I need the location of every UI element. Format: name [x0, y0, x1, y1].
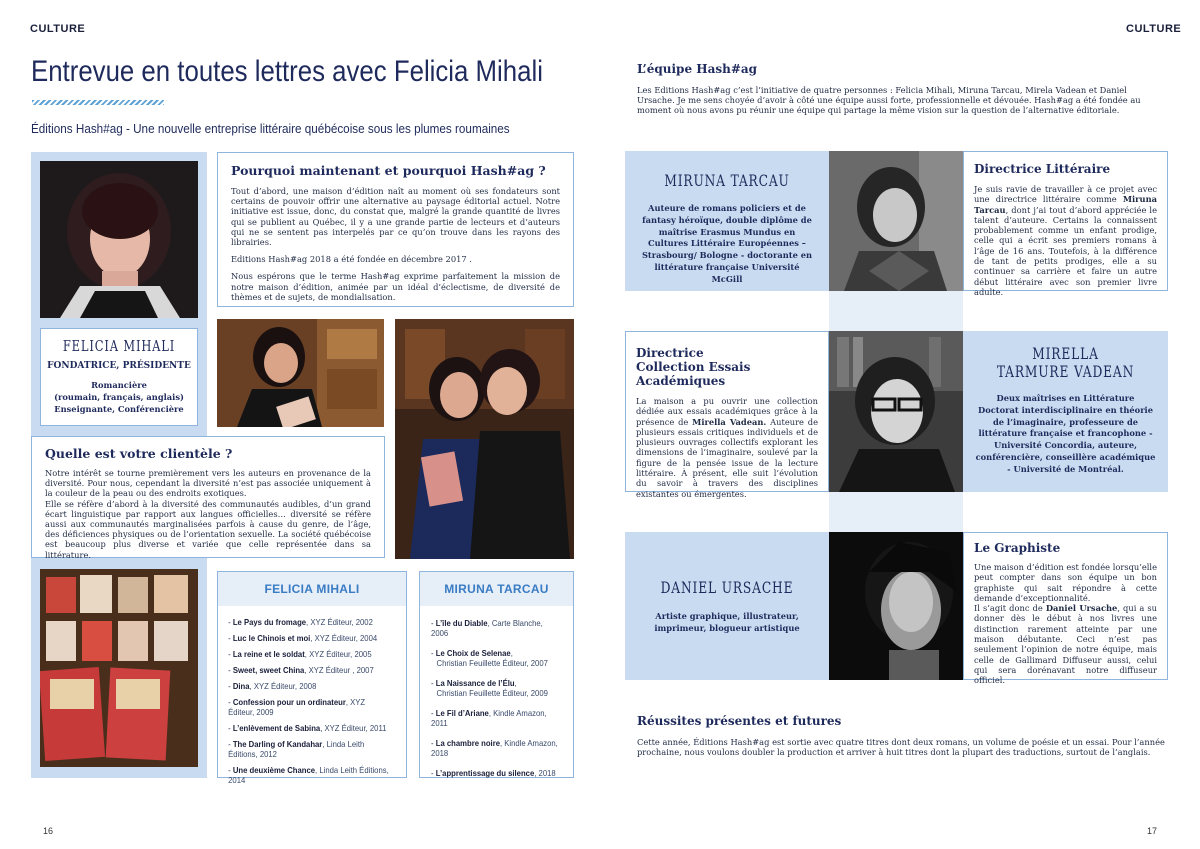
- miruna-role-text: Je suis ravie de travailler à ce projet avec une directrice littéraire comme Miruna Tarcau, dont j’ai tout d’abord appréciée le talent d’auteure. Certains la connaissent probablement comme un enfant prodige, celle qui a écrit ses premiers romans à l’âge de 16 ans. Toutefois, à la différence de tant de petits prodiges, elle a su continuer sa carrière et faire un autre début littéraire avec son premier livre adulte.: [974, 184, 1157, 297]
- founder-name: FELICIA MIHALI: [62, 337, 176, 355]
- mirella-name-1: MIRELLA: [1032, 344, 1099, 363]
- list-item: - Luc le Chinois et moi, XYZ Éditeur, 2004: [228, 633, 378, 643]
- miruna-portrait: [829, 151, 963, 291]
- why-box: [217, 152, 574, 307]
- felicia-booklist-heading: FELICIA MIHALI: [264, 582, 360, 596]
- founder-detail: Romancière: [91, 380, 147, 390]
- list-item: - Confession pour un ordinateur, XYZ Éditeur, 2009: [228, 697, 366, 717]
- team-heading: L’équipe Hash#ag: [637, 62, 758, 76]
- mirella-role-heading-1: Directrice: [636, 346, 704, 360]
- connector-block: [829, 492, 963, 532]
- mirella-role-box: [625, 331, 829, 499]
- connector-block: [829, 290, 963, 332]
- team-text: Les Editions Hash#ag c’est l’initiative de quatre personnes : Felicia Mihali, Miruna Tarcau, Mirela Vadean et Daniel Ursache. Je me sens choyée d’avoir à côté une équipe aussi forte, professionnelle et dévouée. Hash#ag a été fondée au moment où nous avons pu réunir une équipe qui partage la même vision sur la question de l’alternative éditoriale.: [637, 85, 1141, 116]
- founder-detail: (roumain, français, anglais): [54, 392, 184, 402]
- daniel-role-box: [963, 532, 1168, 686]
- founder-role: FONDATRICE, PRÉSIDENTE: [47, 361, 191, 371]
- list-item: - La chambre noire, Kindle Amazon, 2018: [431, 738, 558, 758]
- why-paragraph: Editions Hash#ag 2018 a été fondée en décembre 2017 .: [231, 254, 472, 265]
- list-item: - L’île du Diable, Carte Blanche, 2006: [431, 618, 543, 638]
- list-item: - Le Pays du fromage, XYZ Éditeur, 2002: [228, 617, 373, 627]
- mirella-role-heading-2: Collection Essais Académiques: [636, 360, 751, 388]
- why-paragraph: Nous espérons que le terme Hash#ag exprime parfaitement la mission de notre maison d’édition, animée par un idéal d’éclectisme, de diversité de thèmes et de sujets, de mondialisation.: [231, 271, 560, 302]
- mirella-card: [963, 331, 1168, 492]
- success-text: Cette année, Éditions Hash#ag est sortie avec quatre titres dont deux romans, un volume de poésie et un essai. Pour l’année prochaine, nous voulons doubler la production et arriver à huit titres dont la plupart des traductions, surtout de l’anglais.: [637, 737, 1165, 758]
- article-title: Entrevue en toutes lettres avec Felicia Mihali: [31, 55, 543, 88]
- list-item: - Une deuxième Chance, Linda Leith Éditions, 2014: [228, 765, 389, 785]
- felicia-with-book-photo: [217, 319, 384, 427]
- list-item: - L’enlèvement de Sabina, XYZ Éditeur, 2011: [228, 723, 387, 733]
- page-number-left: 16: [43, 826, 54, 836]
- daniel-bio: Artiste graphique, illustrateur, imprimeur, blogueur artistique: [654, 611, 800, 633]
- title-accent-stripe: [32, 100, 164, 105]
- miruna-name: MIRUNA TARCAU: [664, 171, 790, 190]
- felicia-booklist-box: [217, 571, 407, 785]
- success-heading: Réussites présentes et futures: [637, 714, 842, 728]
- daniel-role-text-1: Une maison d’édition est fondée lorsqu’elle peut compter dans son équipe un bon graphiste qui sait répondre à cette demande d’exceptionnalité.: [974, 562, 1157, 603]
- list-item: - Le Choix de Selenae, Christian Feuillette Éditeur, 2007: [431, 648, 548, 668]
- section-label-right: CULTURE: [1126, 23, 1182, 35]
- clientele-heading: Quelle est votre clientèle ?: [45, 446, 233, 461]
- miruna-role-heading: Directrice Littéraire: [974, 162, 1111, 176]
- clientele-box: [31, 436, 385, 558]
- list-item: - Dina, XYZ Éditeur, 2008: [228, 681, 317, 691]
- miruna-role-box: [963, 151, 1168, 297]
- page-number-right: 17: [1147, 826, 1158, 836]
- daniel-name: DANIEL URSACHE: [660, 578, 794, 597]
- list-item: - L’apprentissage du silence, 2018: [431, 768, 556, 778]
- list-item: - The Darling of Kandahar, Linda Leith Éditions, 2012: [228, 739, 365, 759]
- two-women-photo: [395, 319, 574, 559]
- list-item: - Sweet, sweet China, XYZ Éditeur , 2007: [228, 665, 374, 675]
- clientele-paragraph: Elle se réfère d’abord à la diversité des communautés audibles, d’un grand écart linguistique par rapport aux langues officielles… diversité se réfère aussi aux communautés marginalisées parfois à cause du genre, de l’âge, des déficiences physiques ou de l’orientation sexuelle. La société québécoise est beaucoup plus diverse et variée que celle représentée dans sa littérature.: [45, 498, 371, 560]
- why-heading: Pourquoi maintenant et pourquoi Hash#ag ?: [231, 163, 546, 178]
- miruna-booklist: [420, 606, 567, 778]
- list-item: - La Naissance de l’Élu, Christian Feuillette Éditeur, 2009: [431, 678, 548, 698]
- daniel-portrait: [829, 532, 963, 680]
- daniel-card: [625, 532, 829, 680]
- miruna-booklist-box: [419, 571, 574, 778]
- mirella-role-text: La maison a pu ouvrir une collection dédiée aux essais académiques grâce à la présence de Mirella Vadean. Auteure de plusieurs essais critiques individuels et de plusieurs ouvrages collectifs explorant les dimensions de l’imaginaire, soulevé par la figure de la pensée issue de la lecture littéraire. À présent, elle suit l’évolution du savoir à travers des disciplines existantes ou émergentes.: [636, 396, 819, 499]
- article-subtitle: Éditions Hash#ag - Une nouvelle entreprise littéraire québécoise sous les plumes roumaines: [31, 121, 510, 136]
- miruna-card: [625, 151, 829, 291]
- miruna-bio: Auteure de romans policiers et de fantasy héroïque, double diplôme de maîtrise Erasmus Mundus en Cultures Littéraire Européennes – Strasbourg/ Bologne - doctorante en littérature française Université McGill: [641, 203, 813, 284]
- mirella-bio: Deux maîtrises en Littérature Doctorat interdisciplinaire en théorie de l’imaginaire, professeure de littérature française et francophone - Université Concordia, auteure, conférencière, conseillère académique - Université de Montréal.: [975, 393, 1156, 474]
- why-paragraph: Tout d’abord, une maison d’édition naît au moment où ses fondateurs sont certains de pouvoir offrir une alternative au paysage éditorial actuel. Notre initiative est issue, donc, du constat que, malgré la grande quantité de livres qui se publient au Québec, il y a une grande partie de lecteurs et d’auteurs qui ne se sentent pas interpelés par ce qu’on trouve dans les rayons des librairies.: [231, 186, 560, 248]
- mirella-name-2: TARMURE VADEAN: [996, 362, 1135, 381]
- founder-card: [40, 328, 198, 426]
- founder-detail: Enseignante, Conférencière: [54, 404, 184, 414]
- felicia-portrait: [40, 161, 198, 318]
- clientele-paragraph: Notre intérêt se tourne premièrement vers les auteurs en provenance de la diversité. Pour nous, cependant la diversité n’est pas associée uniquement à la couleur de la peau ou des endroits exotiques.: [45, 468, 371, 499]
- section-label-left: CULTURE: [30, 23, 86, 35]
- felicia-booklist: [218, 606, 402, 785]
- books-display-photo: [40, 569, 198, 767]
- miruna-booklist-heading: MIRUNA TARCAU: [444, 582, 549, 596]
- list-item: - La reine et le soldat, XYZ Éditeur, 2005: [228, 649, 372, 659]
- daniel-role-heading: Le Graphiste: [974, 541, 1061, 555]
- list-item: - Le Fil d’Ariane, Kindle Amazon, 2011: [431, 708, 547, 728]
- mirella-portrait: [829, 331, 963, 492]
- daniel-role-text-2: Il s’agit donc de Daniel Ursache, qui a su donner dès le début à nos livres une distinction rarement atteinte par une maison débutante. Ceci n’est pas seulement l’opinion de notre équipe, mais celle de Gallimard Diffuseur aussi, celui qui sera dorénavant notre diffuseur officiel.: [974, 603, 1158, 686]
